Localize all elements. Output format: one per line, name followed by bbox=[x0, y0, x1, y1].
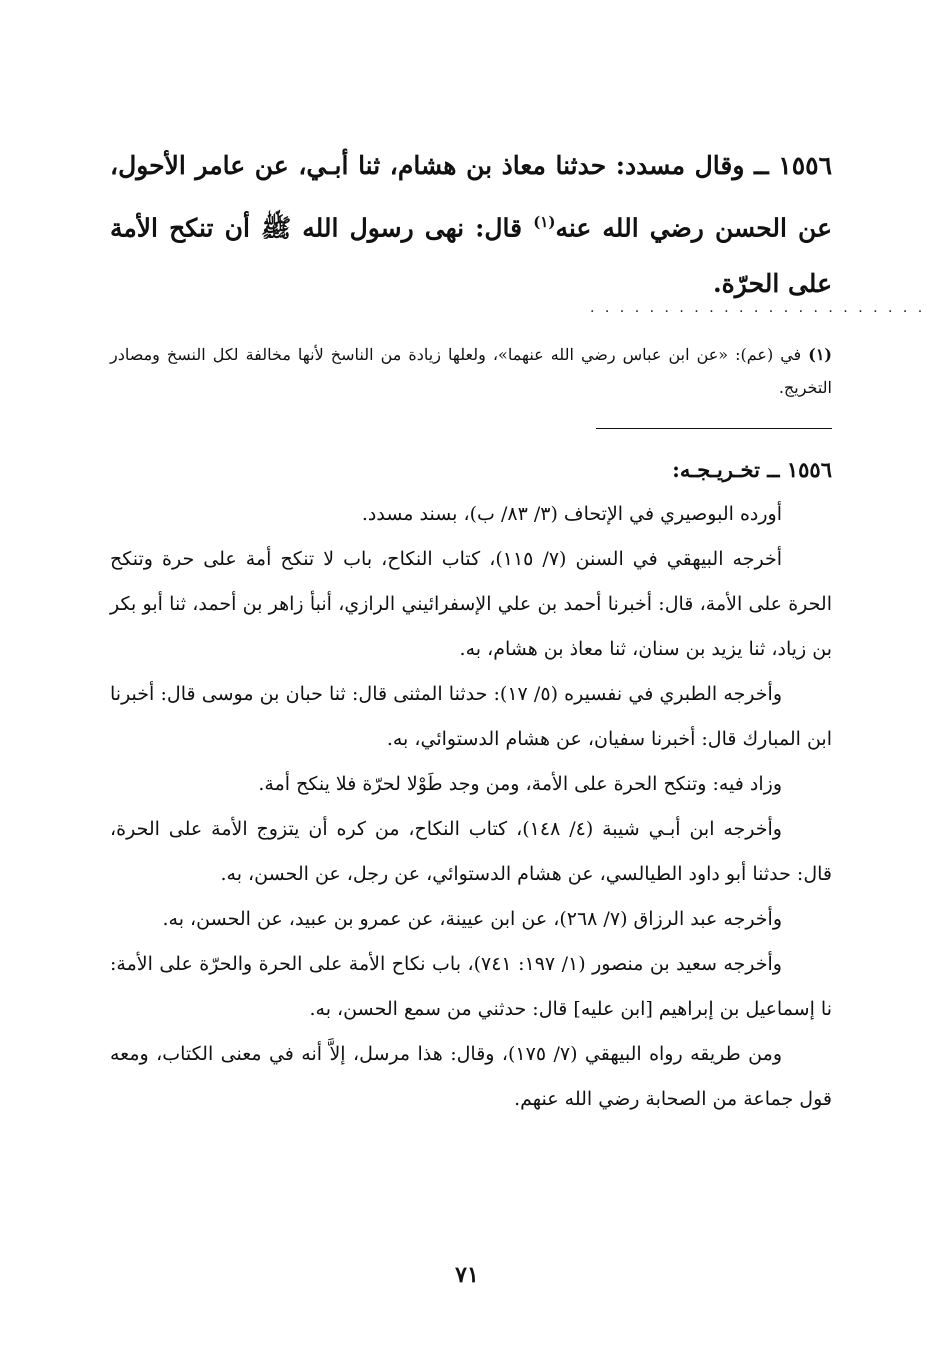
footnote-number: (١) bbox=[808, 345, 832, 364]
takhrij-paragraph: وأخرجه الطبري في نفسيره (٥/ ١٧): حدثنا المثنى قال: ثنا حبان بن موسى قال: أخبرنا ابن المبارك قال: أخبرنا سفيان، عن هشام الدستوائي، به. bbox=[110, 683, 832, 750]
takhrij-section bbox=[110, 492, 832, 1122]
takhrij-paragraph: وأخرجه ابن أبـي شيبة (٤/ ١٤٨)، كتاب النكاح، من كره أن يتزوج الأمة على الحرة، قال: حدثنا أبو داود الطيالسي، عن هشام الدستوائي، عن رجل، عن الحسن، به. bbox=[110, 818, 832, 885]
takhrij-paragraph: وزاد فيه: وتنكح الحرة على الأمة، ومن وجد طَوْلا لحرّة فلا ينكح أمة. bbox=[258, 773, 782, 795]
takhrij-paragraph: أورده البوصيري في الإتحاف (٣/ ٨٣/ ب)، بسند مسدد. bbox=[361, 503, 782, 525]
footnote-text: في (عم): «عن ابن عباس رضي الله عنهما»، ولعلها زيادة من الناسخ لأنها مخالفة لكل النسخ ومصادر التخريج. bbox=[110, 345, 832, 397]
section-divider bbox=[596, 428, 832, 429]
takhrij-paragraph: ومن طريقه رواه البيهقي (٧/ ١٧٥)، وقال: هذا مرسل، إلاَّ أنه في معنى الكتاب، ومعه قول جماعة من الصحابة رضي الله عنهم. bbox=[110, 1043, 832, 1110]
hadith-text bbox=[110, 138, 832, 312]
takhrij-paragraph: أخرجه البيهقي في السنن (٧/ ١١٥)، كتاب النكاح، باب لا تنكح أمة على حرة وتنكح الحرة على الأمة، قال: أخبرنا أحمد بن علي الإسفرائيني الرازي، أنبأ زاهر بن أحمد، ثنا أبو بكر بن زياد، ثنا يزيد بن سنان، ثنا معاذ بن هشام، به. bbox=[110, 548, 832, 660]
takhrij-paragraph: وأخرجه سعيد بن منصور (١/ ١٩٧: ٧٤١)، باب نكاح الأمة على الحرة والحرّة على الأمة: نا إسماعيل بن إبراهيم [ابن عليه] قال: حدثني من سمع الحسن، به. bbox=[110, 953, 832, 1020]
page-number: ٧١ bbox=[455, 1262, 479, 1288]
hadith-main-text: ١٥٥٦ ــ وقال مسدد: حدثنا معاذ بن هشام، ثنا أبـي، عن عامر الأحول، عن الحسن رضي الله عنه bbox=[110, 151, 832, 243]
hadith-text-continued: قال: نهى رسول الله ﷺ أن تنكح الأمة على الحرّة. bbox=[110, 213, 832, 299]
footnote-separator-dots: . . . . . . . . . . . . . . . . . . . . . . . bbox=[590, 300, 926, 316]
footnote bbox=[110, 338, 832, 404]
footnote-reference: (١) bbox=[533, 213, 556, 231]
takhrij-paragraph: وأخرجه عبد الرزاق (٧/ ٢٦٨)، عن ابن عيينة، عن عمرو بن عبيد، عن الحسن، به. bbox=[162, 908, 782, 930]
takhrij-heading: ١٥٥٦ ــ تخـريـجـه: bbox=[672, 457, 832, 482]
